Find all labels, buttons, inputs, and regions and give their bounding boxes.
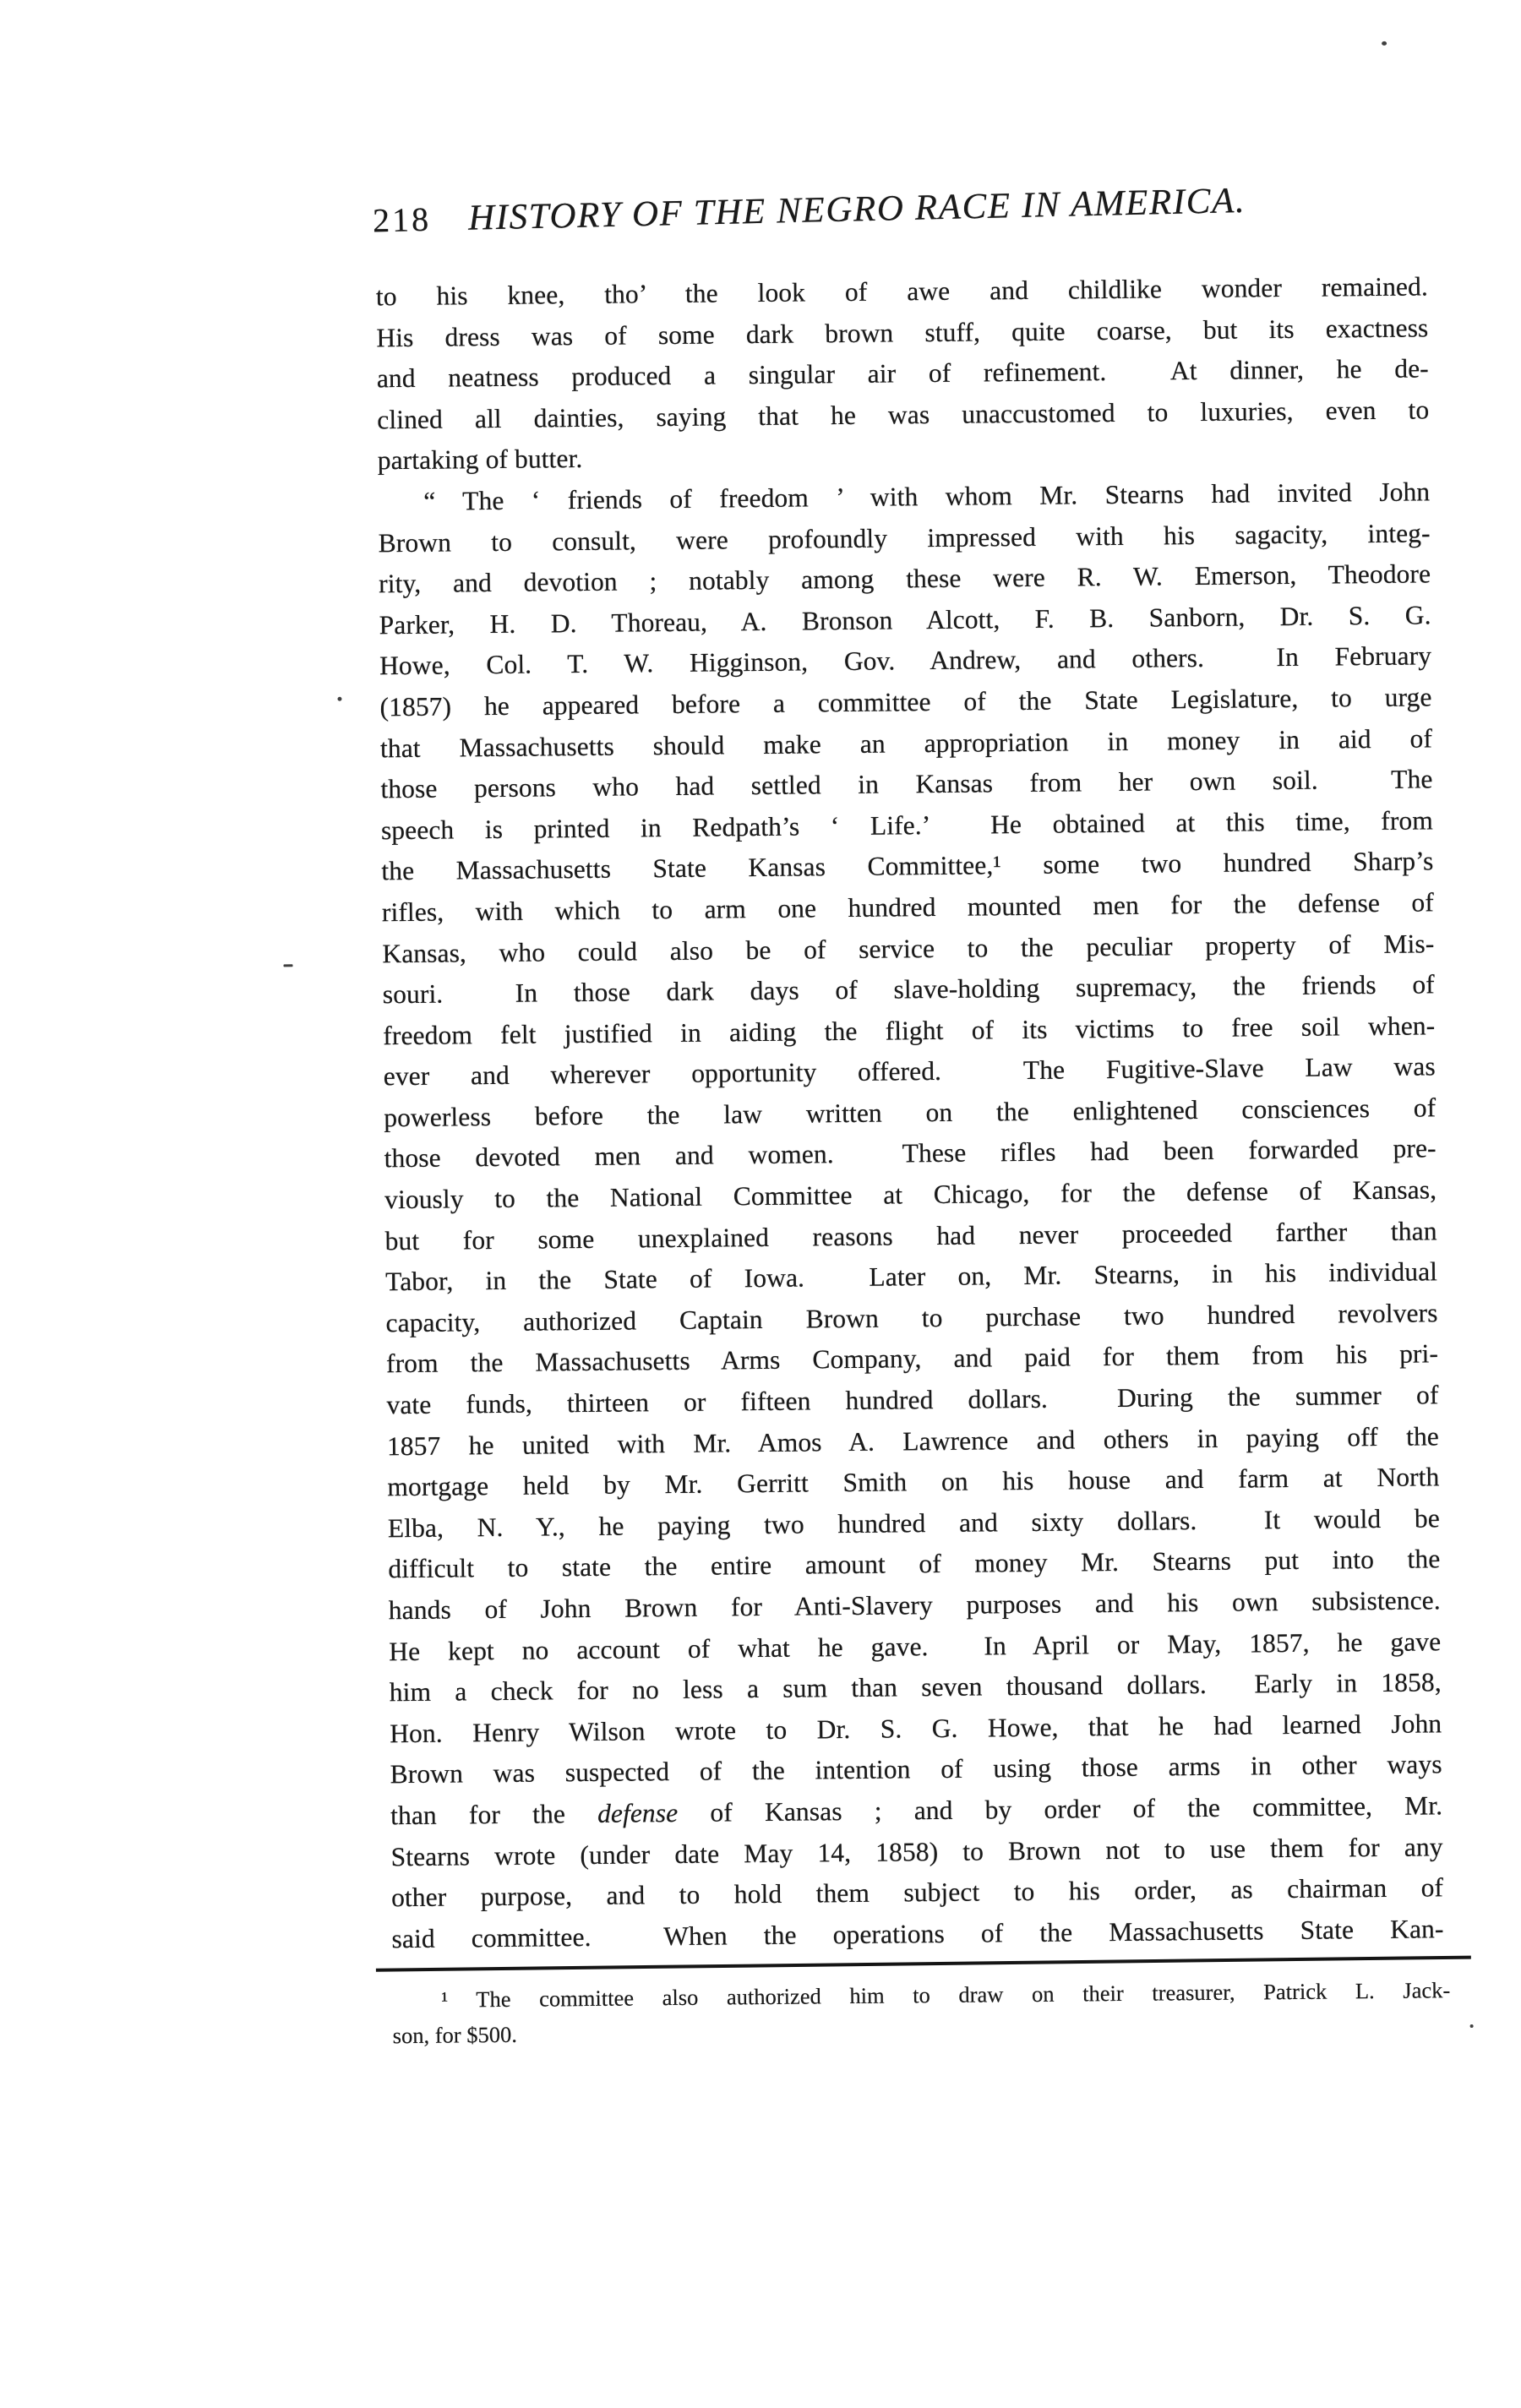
text-line: clined all dainties, saying that he was unaccustomed to luxuries, even to bbox=[377, 395, 1430, 435]
footnote bbox=[392, 1972, 1451, 2053]
text-line: powerless before the law written on the enlightened consciences of bbox=[384, 1092, 1436, 1133]
scan-artifact-speck bbox=[1382, 41, 1387, 46]
text-line: ever and wherever opportunity offered. The Fugitive-Slave Law was bbox=[383, 1051, 1436, 1092]
text-line: Hon. Henry Wilson wrote to Dr. S. G. Howe, that he had learned John bbox=[390, 1708, 1442, 1749]
text-line: His dress was of some dark brown stuff, quite coarse, but its exactness bbox=[376, 312, 1429, 352]
text-line: that Massachusetts should make an appropriation in money in aid of bbox=[379, 722, 1433, 763]
text-line: (1857) he appeared before a committee of the State Legislature, to urge bbox=[379, 682, 1432, 722]
scan-artifact-speck bbox=[283, 964, 292, 967]
text-segment: of Kansas ; and by order of the committee, Mr. bbox=[678, 1790, 1443, 1828]
text-line: 1857 he united with Mr. Amos A. Lawrence and others in paying off the bbox=[386, 1420, 1440, 1461]
text-line: Tabor, in the State of Iowa. Later on, Mr. Stearns, in his individual bbox=[384, 1256, 1438, 1297]
italic-word-defense: defense bbox=[597, 1797, 679, 1828]
scan-artifact-speck bbox=[1470, 2024, 1474, 2028]
text-line: those persons who had settled in Kansas from her own soil. The bbox=[380, 764, 1433, 804]
text-line: Parker, H. D. Thoreau, A. Bronson Alcott, F. B. Sanborn, Dr. S. G. bbox=[379, 600, 1431, 640]
text-line: from the Massachusetts Arms Company, and paid for them from his pri- bbox=[385, 1338, 1439, 1379]
text-line: freedom felt justified in aiding the flight of its victims to free soil when- bbox=[383, 1011, 1436, 1050]
page-number: 218 bbox=[372, 199, 432, 240]
text-line: mortgage held by Mr. Gerritt Smith on his house and farm at North bbox=[387, 1462, 1440, 1502]
text-line: capacity, authorized Captain Brown to purchase two hundred revolvers bbox=[385, 1298, 1438, 1338]
footnote-line: ¹ The committee also authorized him to draw on their treasurer, Patrick L. Jack- bbox=[441, 1977, 1451, 2013]
text-line: He kept no account of what he gave. In April or May, 1857, he gave bbox=[389, 1626, 1442, 1666]
text-line: vate funds, thirteen or fifteen hundred dollars. During the summer of bbox=[386, 1380, 1439, 1420]
running-title: HISTORY OF THE NEGRO RACE IN AMERICA. bbox=[467, 180, 1246, 238]
text-line: viously to the National Committee at Chicago, for the defense of Kansas, bbox=[384, 1174, 1437, 1215]
text-line: him a check for no less a sum than seven thousand dollars. Early in 1858, bbox=[389, 1667, 1442, 1708]
text-line: difficult to state the entire amount of money Mr. Stearns put into the bbox=[388, 1544, 1441, 1584]
text-line: Elba, N. Y., he paying two hundred and sixty dollars. It would be bbox=[387, 1503, 1441, 1544]
running-head bbox=[372, 176, 1427, 241]
body-text bbox=[376, 266, 1444, 1959]
text-line: speech is printed in Redpath’s ‘ Life.’ He obtained at this time, from bbox=[380, 805, 1434, 846]
text-line: hands of John Brown for Anti-Slavery purposes and his own subsistence. bbox=[388, 1585, 1441, 1626]
text-line: Kansas, who could also be of service to the peculiar property of Mis- bbox=[382, 928, 1435, 968]
text-line: but for some unexplained reasons had never proceeded farther than bbox=[384, 1215, 1437, 1256]
text-line: and neatness produced a singular air of refinement. At dinner, he de- bbox=[376, 353, 1429, 394]
text-line: rifles, with which to arm one hundred mounted men for the defense of bbox=[381, 887, 1435, 928]
footnote-line: son, for $500. bbox=[392, 2021, 518, 2049]
text-line: rity, and devotion ; notably among these were R. W. Emerson, Theodore bbox=[379, 558, 1431, 599]
text-line-paragraph-start: “ The ‘ friends of freedom ’ with whom Mr. Stearns had invited John bbox=[423, 477, 1431, 516]
text-line: souri. In those dark days of slave-holding supremacy, the friends of bbox=[382, 969, 1435, 1010]
text-line: Brown to consult, were profoundly impressed with his sagacity, integ- bbox=[378, 517, 1431, 558]
text-line: Brown was suspected of the intention of using those arms in other ways bbox=[390, 1749, 1442, 1790]
text-line: said committee. When the operations of the Massachusetts State Kan- bbox=[391, 1914, 1444, 1953]
text-line-paragraph-end: partaking of butter. bbox=[377, 444, 583, 476]
scan-artifact-speck bbox=[337, 697, 341, 701]
text-line: the Massachusetts State Kansas Committee,¹ some two hundred Sharp’s bbox=[381, 846, 1434, 886]
text-line: those devoted men and women. These rifles had been forwarded pre- bbox=[384, 1133, 1436, 1174]
text-line: Howe, Col. T. W. Higginson, Gov. Andrew, and others. In February bbox=[379, 640, 1432, 681]
text-line: other purpose, and to hold them subject to his order, as chairman of bbox=[390, 1872, 1444, 1913]
text-line: Stearns wrote (under date May 14, 1858) to Brown not to use them for any bbox=[390, 1831, 1443, 1871]
text-segment: than for the bbox=[390, 1798, 598, 1831]
text-line: to his knee, tho’ the look of awe and childlike wonder remained. bbox=[375, 271, 1429, 312]
